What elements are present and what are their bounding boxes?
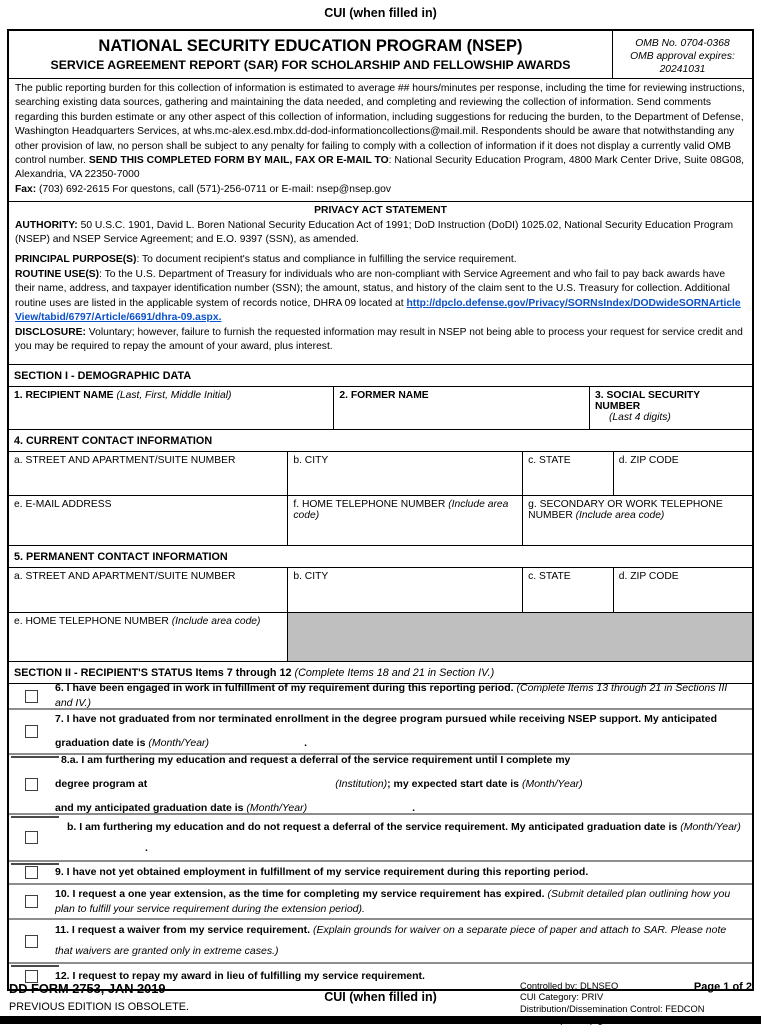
item7-period: . bbox=[304, 737, 307, 750]
form-body bbox=[7, 29, 754, 991]
authority-text: 50 U.S.C. 1901, David L. Boren National Security Education Act of 1991; DoD Instruction (DoDI) 1025.02, National Security Education Program (NSEP) and NSEP Service Agreement; and E.O. 9397 (SSN), as amended. bbox=[15, 219, 734, 246]
item8b-text: b. I am furthering my education and do not request a deferral of the service requirement. My anticipated graduation date is bbox=[67, 820, 681, 833]
field-former-name[interactable] bbox=[334, 387, 590, 429]
form-subtitle: SERVICE AGREEMENT REPORT (SAR) FOR SCHOLARSHIP AND FELLOWSHIP AWARDS bbox=[50, 58, 571, 72]
routine-text: : To the U.S. Department of Treasury for individuals who are non-compliant with Service Agreement and who fail to pay back awards have their name, address, and taxpayer identification number (SSN); the amount, status, and history of the claim sent to the U.S. Treasury for collection. Additional routine uses are listed in the applicable system of records notice, DHRA 09 located at bbox=[15, 268, 730, 309]
previous-edition-note: PREVIOUS EDITION IS OBSOLETE. bbox=[9, 1001, 189, 1013]
permanent-phone-row bbox=[9, 613, 752, 662]
item6-hint: (Complete Items 13 through 21 in Sections III and IV.) bbox=[55, 682, 728, 710]
sorn-link[interactable]: http://dpclo.defense.gov/Privacy/SORNsIndex/DODwideSORNArticleView/tabid/6797/Article/6691/dhra-09.aspx. bbox=[15, 297, 741, 324]
permanent-address-row bbox=[9, 568, 752, 613]
page-footer bbox=[7, 981, 754, 1019]
current-state-label: c. STATE bbox=[528, 455, 571, 467]
ssn-hint: (Last 4 digits) bbox=[609, 412, 671, 424]
cui-category: CUI Category: PRIV bbox=[520, 992, 604, 1003]
privacy-purpose bbox=[15, 253, 746, 267]
item10-text: 10. I request a one year extension, as the time for completing my service requirement has expired. bbox=[55, 888, 548, 901]
field-work-phone[interactable] bbox=[523, 496, 752, 545]
field-home-phone[interactable] bbox=[288, 496, 523, 545]
form-title: NATIONAL SECURITY EDUCATION PROGRAM (NSEP) bbox=[98, 37, 523, 55]
omb-expires-date: 20241031 bbox=[659, 64, 706, 75]
disclosure-text: Voluntary; however, failure to furnish the requested information may result in NSEP not being able to process your request for service credit and you may be required to repay the amount of your award, plus interest. bbox=[15, 326, 743, 352]
perm-street-label: a. STREET AND APARTMENT/SUITE NUMBER bbox=[14, 571, 236, 583]
privacy-routine-use bbox=[15, 268, 746, 326]
former-name-label: 2. FORMER NAME bbox=[339, 390, 429, 402]
work-phone-hint: (Include area code) bbox=[572, 510, 665, 522]
status-item-10 bbox=[9, 885, 752, 920]
field-current-city[interactable] bbox=[288, 452, 523, 495]
checkbox-item-8b[interactable] bbox=[25, 831, 38, 844]
item8a-line2-text2: ; my expected start date is bbox=[387, 777, 522, 790]
routine-label: ROUTINE USE(S) bbox=[15, 268, 100, 280]
item7-monthyear-hint: (Month/Year) bbox=[148, 737, 210, 750]
home-phone-label: f. HOME TELEPHONE NUMBER bbox=[293, 499, 446, 511]
section2-title: SECTION II - RECIPIENT'S STATUS Items 7 through 12 bbox=[14, 667, 295, 680]
item8b-monthyear-hint: (Month/Year) bbox=[680, 820, 741, 833]
current-zip-label: d. ZIP CODE bbox=[618, 455, 679, 467]
shaded-unused-cell bbox=[288, 613, 752, 661]
field-email[interactable] bbox=[9, 496, 288, 545]
item8a-line1: 8.a. I am furthering my education and request a deferral of the service requirement until I complete my bbox=[61, 753, 571, 766]
fax-label: Fax: bbox=[15, 183, 37, 195]
work-phone-label: g. SECONDARY OR WORK TELEPHONE NUMBER bbox=[528, 499, 723, 522]
field-perm-zip[interactable] bbox=[614, 568, 752, 612]
field-perm-state[interactable] bbox=[523, 568, 614, 612]
item8a-institution-hint: (Institution) bbox=[335, 777, 388, 790]
scan-edge-bar bbox=[0, 1016, 761, 1024]
authority-label: AUTHORITY: bbox=[15, 219, 78, 231]
fax-text: (703) 692-2615 For questons, call (571)-256-0711 or E-mail: nsep@nsep.gov bbox=[36, 183, 392, 195]
controlled-by: Controlled by: DLNSEO bbox=[520, 981, 619, 991]
current-phone-row bbox=[9, 496, 752, 546]
status-item-11 bbox=[9, 920, 752, 964]
item8a-line2-text1: degree program at bbox=[55, 777, 148, 790]
field-current-zip[interactable] bbox=[614, 452, 752, 495]
status-item-6 bbox=[9, 684, 752, 710]
ssn-label: 3. SOCIAL SECURITY NUMBER bbox=[595, 390, 700, 413]
privacy-authority bbox=[15, 219, 746, 248]
send-to-label: SEND THIS COMPLETED FORM BY MAIL, FAX OR E-MAIL TO bbox=[88, 155, 389, 167]
form-number: DD FORM 2753, JAN 2019 bbox=[9, 981, 166, 996]
privacy-act-statement bbox=[9, 202, 752, 365]
email-label: e. E-MAIL ADDRESS bbox=[14, 499, 112, 511]
purpose-label: PRINCIPAL PURPOSE(S) bbox=[15, 254, 137, 266]
item8a-period: . bbox=[412, 801, 415, 814]
form-title-block bbox=[9, 31, 612, 78]
perm-home-phone-label: e. HOME TELEPHONE NUMBER bbox=[14, 616, 169, 628]
perm-home-phone-hint: (Include area code) bbox=[168, 616, 261, 628]
status-item-8a bbox=[9, 755, 752, 815]
recipient-name-hint: (Last, First, Middle Initial) bbox=[116, 390, 232, 402]
item12-text: 12. I request to repay my award in lieu of fulfilling my service requirement. bbox=[55, 970, 425, 983]
item8b-period: . bbox=[145, 841, 148, 854]
omb-number: OMB No. 0704-0368 bbox=[635, 38, 730, 49]
page-number: Page 1 of 2 bbox=[693, 981, 752, 993]
checkbox-item-9[interactable] bbox=[25, 866, 38, 879]
home-phone-hint: (Include area code) bbox=[293, 499, 509, 522]
omb-box bbox=[612, 31, 752, 78]
form-header bbox=[9, 31, 752, 79]
item11-text: 11. I request a waiver from my service requirement. bbox=[55, 923, 313, 936]
field-perm-home-phone[interactable] bbox=[9, 613, 288, 661]
cui-banner-top: CUI (when filled in) bbox=[324, 6, 437, 20]
item11-hint: (Explain grounds for waiver on a separate piece of paper and attach to SAR. Please note that waivers are granted only in extreme cases.) bbox=[55, 923, 727, 957]
perm-state-label: c. STATE bbox=[528, 571, 571, 583]
current-address-row bbox=[9, 452, 752, 496]
perm-city-label: b. CITY bbox=[293, 571, 329, 583]
privacy-disclosure bbox=[15, 326, 746, 355]
item8a-graddate-hint: (Month/Year) bbox=[246, 801, 308, 814]
send-to-address: : National Security Education Program, 4800 Mark Center Drive, Suite 08G08, Alexandria, VA 22350-7000 bbox=[15, 155, 745, 181]
item8a-startdate-hint: (Month/Year) bbox=[521, 777, 583, 790]
section2-title-hint: (Complete Items 18 and 21 in Section IV.) bbox=[294, 667, 495, 680]
disclosure-label: DISCLOSURE: bbox=[15, 326, 86, 338]
checkbox-item-7[interactable] bbox=[25, 725, 38, 738]
field-recipient-name[interactable] bbox=[9, 387, 334, 429]
field-perm-city[interactable] bbox=[288, 568, 523, 612]
section1-name-row bbox=[9, 387, 752, 430]
recipient-name-label: 1. RECIPIENT NAME bbox=[14, 390, 114, 402]
checkbox-item-11[interactable] bbox=[25, 935, 38, 948]
field-ssn[interactable] bbox=[590, 387, 752, 429]
checkbox-item-10[interactable] bbox=[25, 895, 38, 908]
burden-statement bbox=[9, 79, 752, 202]
status-item-8b bbox=[9, 815, 752, 862]
distribution-control: Distribution/Dissemination Control: FEDCON bbox=[520, 1003, 705, 1014]
fax-line bbox=[15, 183, 746, 197]
current-street-label: a. STREET AND APARTMENT/SUITE NUMBER bbox=[14, 455, 236, 467]
current-city-label: b. CITY bbox=[293, 455, 329, 467]
section1-header: SECTION I - DEMOGRAPHIC DATA bbox=[9, 365, 752, 387]
item9-text: 9. I have not yet obtained employment in fulfillment of my service requirement during this reporting period. bbox=[55, 866, 589, 879]
item7-line2-text: graduation date is bbox=[55, 737, 149, 750]
checkbox-item-8a[interactable] bbox=[25, 778, 38, 791]
cui-banner-bottom: CUI (when filled in) bbox=[324, 990, 437, 1004]
purpose-text: : To document recipient's status and compliance in fulfilling the service requirement. bbox=[136, 254, 517, 266]
permanent-contact-header: 5. PERMANENT CONTACT INFORMATION bbox=[9, 546, 752, 568]
privacy-title: PRIVACY ACT STATEMENT bbox=[314, 205, 447, 217]
field-current-street[interactable] bbox=[9, 452, 288, 495]
field-perm-street[interactable] bbox=[9, 568, 288, 612]
item6-text: 6. I have been engaged in work in fulfillment of my requirement during this reporting period. bbox=[55, 682, 517, 695]
checkbox-item-6[interactable] bbox=[25, 690, 38, 703]
item10-hint: (Submit detailed plan outlining how you plan to fulfill your service requirement during the extension period). bbox=[55, 888, 731, 916]
item8a-line3-text: and my anticipated graduation date is bbox=[55, 801, 247, 814]
field-current-state[interactable] bbox=[523, 452, 614, 495]
current-contact-header: 4. CURRENT CONTACT INFORMATION bbox=[9, 430, 752, 452]
perm-zip-label: d. ZIP CODE bbox=[618, 571, 679, 583]
burden-text: The public reporting burden for this collection of information is estimated to average ## hours/minutes per response, including the time for reviewing instructions, searching existing data sources, gathering and maintaining the data needed, and completing and reviewing the collection of information. Send comments regarding this burden estimate or any other aspect of this collection of information, including suggestions for reducing the burden, to the Department of Defense, Washington Headquarters Services, at whs.mc-alex.esd.mbx.dd-dod-informationcollections@mail.mil. Respondents should be aware that notwithstanding any other provision of law, no person shall be subject to any penalty for failing to comply with a collection of information if it does not display a currently valid OMB control number. bbox=[15, 83, 745, 167]
omb-expires-label: OMB approval expires: bbox=[630, 51, 735, 62]
item7-line1: 7. I have not graduated from nor terminated enrollment in the degree program pursued while receiving NSEP support. My anticipated bbox=[55, 713, 718, 726]
